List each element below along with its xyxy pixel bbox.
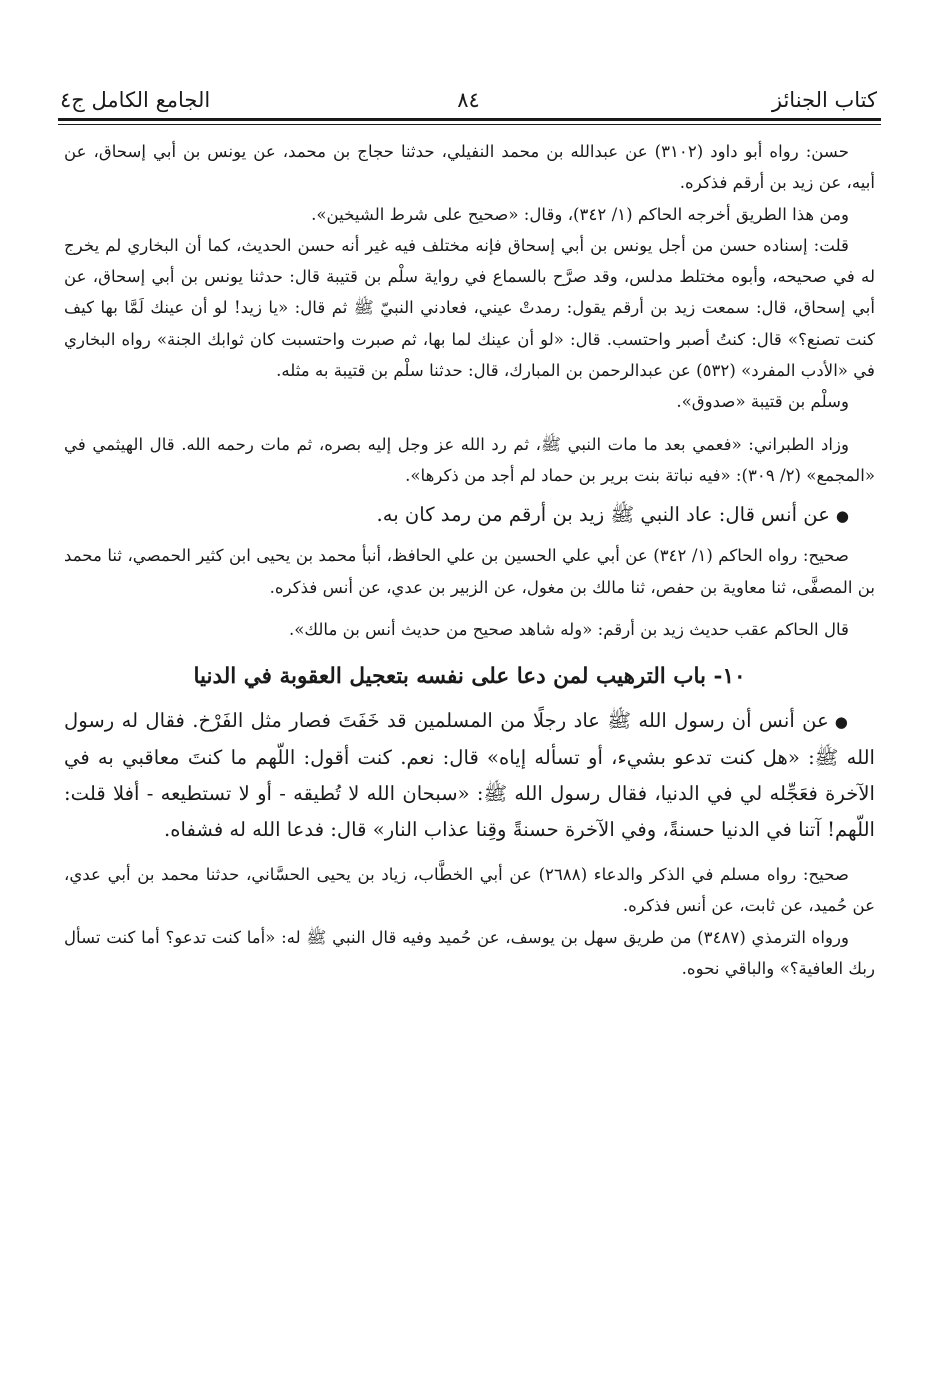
bullet-icon: ●	[834, 713, 849, 732]
hadith-text-2-body: عن أنس أن رسول الله ﷺ عاد رجلًا من المسلمين قد خَفَتَ فصار مثل الفَرْخ. فقال له رسول الله ﷺ: «هل كنت تدعو بشيء، أو تسأله إياه» قال: نعم. كنت أقول: اللّهم ما كنتَ معاقبي به في الآخرة فعَجِّله لي في الدنيا، فقال رسول الله ﷺ: «سبحان الله لا تُطيقه - أو لا تستطيعه - أفلا قلت: اللّهم! آتنا في الدنيا حسنةً، وفي الآخرة حسنةً وقِنا عذاب النار» قال: فدعا الله له فشفاه.	[64, 709, 875, 842]
paragraph-commentary: قلت: إسناده حسن من أجل يونس بن أبي إسحاق فإنه مختلف فيه غير أنه حسن الحديث، كما أن البخاري لم يخرج له في صحيحه، وأبوه مختلط مدلس، وقد صرَّح بالسماع في رواية سلْم بن قتيبة قال: حدثنا يونس بن أبي إسحاق، عن أبي إسحاق، قال: سمعت زيد بن أرقم يقول: رمدتْ عيني، فعادني النبيّ ﷺ ثم قال: «يا زيد! لو أن عينك لَمَّا بها كيف كنت تصنع؟» قال: كنتُ أصبر واحتسب. قال: «لو أن عينك لما بها، ثم صبرت واحتسبت كان ثوابك الجنة» رواه البخاري في «الأدب المفرد» (٥٣٢) عن عبدالرحمن بن المبارك، قال: حدثنا سلْم بن قتيبة به مثله.	[64, 235, 875, 381]
paragraph-tabarani-addition: وزاد الطبراني: «فعمي بعد ما مات النبي ﷺ، ثم رد الله عز وجل إليه بصره، ثم مات رحمه الله. قال الهيثمي في «المجمع» (٢/ ٣٠٩): «فيه نباتة بنت برير بن حماد لم أجد من ذكرها».	[64, 434, 875, 485]
hadith-text-1	[64, 497, 875, 534]
paragraph-tirmidhi: ورواه الترمذي (٣٤٨٧) من طريق سهل بن يوسف، عن حُميد وفيه قال النبي ﷺ له: «أما كنت تدعو؟ أما كنت تسأل ربك العافية؟» والباقي نحوه.	[64, 927, 875, 979]
page-body	[64, 136, 875, 984]
paragraph-hakim-comment: قال الحاكم عقب حديث زيد بن أرقم: «وله شاهد صحيح من حديث أنس بن مالك».	[288, 619, 849, 639]
paragraph-narrator-grade: وسلْم بن قتيبة «صدوق».	[676, 392, 849, 412]
bullet-icon: ●	[835, 507, 849, 526]
hadith-text-2	[64, 703, 875, 848]
header-chapter-title: كتاب الجنائز	[771, 88, 877, 112]
hadith-text-1-body: عن أنس قال: عاد النبي ﷺ زيد بن أرقم من رمد كان به.	[376, 503, 830, 527]
page-number: ٨٤	[457, 88, 480, 112]
paragraph-takhrij-2: ومن هذا الطريق أخرجه الحاكم (١/ ٣٤٢)، وقال: «صحيح على شرط الشيخين».	[311, 204, 849, 224]
header-book-title: الجامع الكامل ج٤	[60, 88, 211, 112]
header-rule-thick	[58, 118, 881, 121]
paragraph-takhrij-1: حسن: رواه أبو داود (٣١٠٢) عن عبدالله بن محمد النفيلي، حدثنا حجاج بن محمد، عن يونس بن أبي إسحاق، عن أبيه، عن زيد بن أرقم فذكره.	[64, 142, 875, 193]
chapter-heading: ١٠- باب الترهيب لمن دعا على نفسه بتعجيل العقوبة في الدنيا	[193, 664, 746, 690]
running-header	[60, 72, 877, 112]
paragraph-grading-muslim: صحيح: رواه مسلم في الذكر والدعاء (٢٦٨٨) عن أبي الخطَّاب، زياد بن يحيى الحسَّاني، حدثنا محمد بن أبي عدي، عن حُميد، عن ثابت، عن أنس فذكره.	[64, 865, 875, 916]
header-rule-thin	[58, 124, 881, 125]
paragraph-grading-hakim: صحيح: رواه الحاكم (١/ ٣٤٢) عن أبي علي الحسين بن علي الحافظ، أنبأ محمد بن يحيى ابن كثير الحمصي، ثنا محمد بن المصفَّى، ثنا معاوية بن حفص، ثنا مالك بن مغول، عن الزبير بن عدي، عن أنس فذكره.	[64, 546, 875, 597]
